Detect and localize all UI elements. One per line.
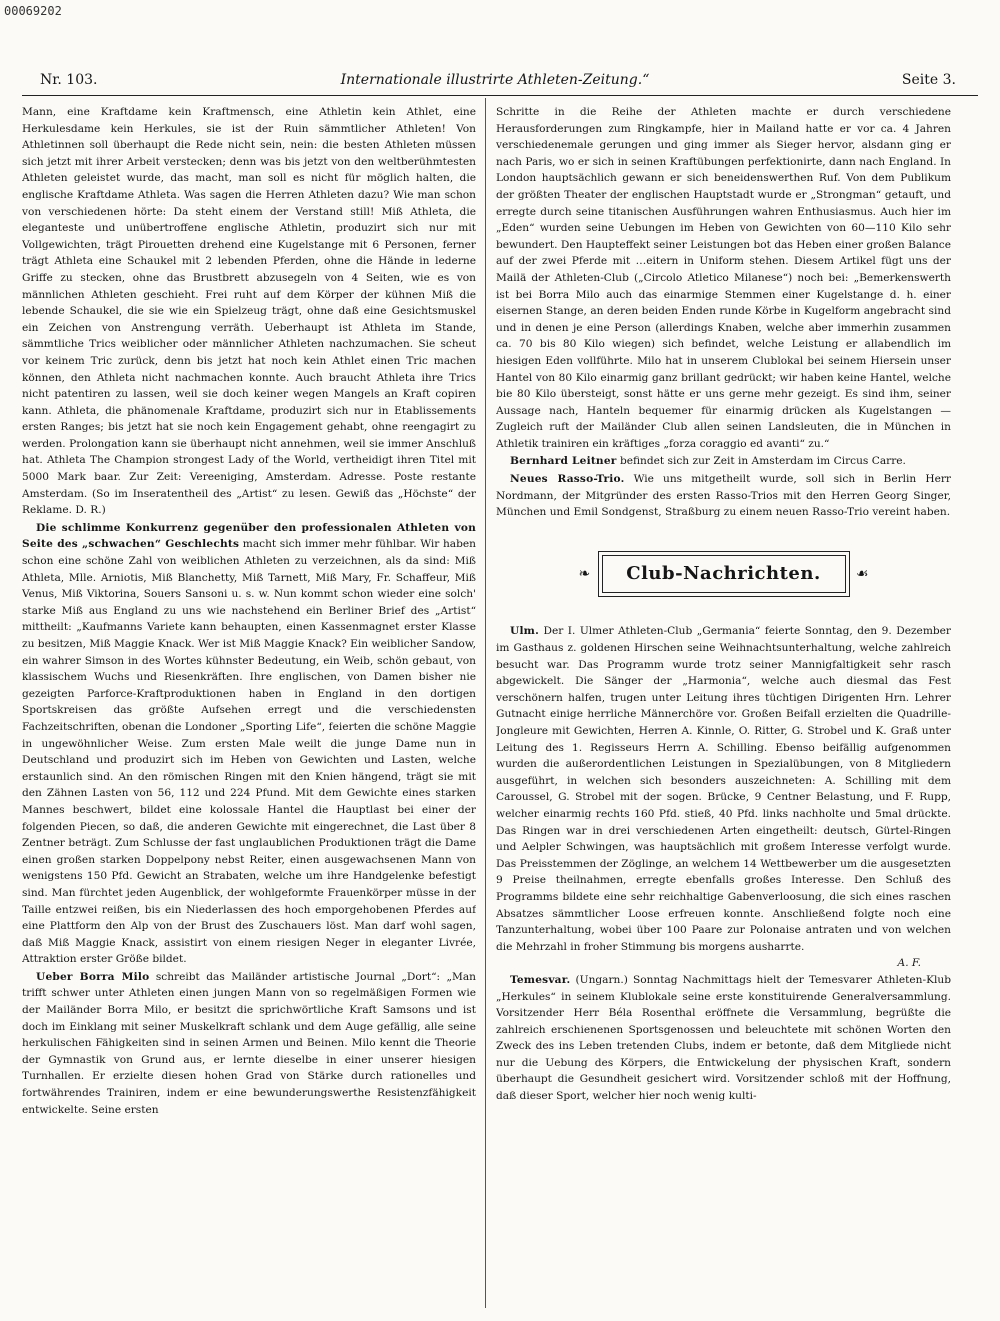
article-konkurrenz <box>22 520 476 968</box>
article-rasso-trio-heading: Neues Rasso-Trio. <box>510 473 625 486</box>
right-column <box>496 104 951 1304</box>
club-news-ulm-signature: A. F. <box>897 957 921 970</box>
header-rule <box>22 95 978 96</box>
ornament-icon: ☙ <box>855 566 869 583</box>
page-header <box>26 72 964 94</box>
newspaper-title: Internationale illustrirte Athleten-Zeitung.“ <box>340 72 650 88</box>
article-konkurrenz-heading: Die schlimme Konkurrenz gegenüber den professionalen Athleten von Seite des „schwachen“ Geschlechts <box>22 521 476 551</box>
issue-number: Nr. 103. <box>40 72 98 88</box>
article-rasso-trio <box>496 471 951 521</box>
article-leitner <box>496 453 951 470</box>
club-news-ulm-body: Der I. Ulmer Athleten-Club „Germania“ feierte Sonntag, den 9. Dezember im Gasthaus z. goldenen Hirschen seine Weihnachtsunterhaltung, welche zahlreich besucht war. Das Programm wurde trotz seiner Mannigfaltigkeit sehr rasch abgewickelt. Die Sänger der „Harmonia“, welche auch diesmal das Fest verschönern halfen, trugen unter Leitung ihres tüchtigen Dirigenten Hrn. Lehrer Gutnacht einige herrliche Männerchöre vor. Großen Beifall erzielten die Quadrille-Jongleure mit Gewichten, Herren A. Kinnle, O. Ritter, G. Strobel und K. Graß unter Leitung des 1. Regisseurs Herrn A. Schilling. Ebenso beifällig aufgenommen wurden die außerordentlichen Leistungen in Spezialübungen, von 8 Mitgliedern ausgeführt, in welchen sich besonders auszeichneten: A. Schilling mit dem Caroussel, G. Strobel mit der sogen. Brücke, 9 Centner Belastung, und F. Rupp, welcher einarmig rechts 160 Pfd. stieß, 40 Pfd. links nachholte und 5mal drückte. Das Ringen war in drei verschiedenen Arten eingetheilt: deutsch, Gürtel-Ringen und Aelpler Schwingen, was hauptsächlich mit großem Interesse verfolgt wurde. Das Preisstemmen der Zöglinge, an welchem 14 Wettbewerber um die ausgesetzten 9 Preise theilnahmen, erregte ebenfalls großes Interesse. Den Schluß des Programms bildete eine sehr reichhaltige Gabenverloosung, die sich eines raschen Absatzes sämmtlicher Loose erfreuen konnte. Anschließend folgte noch eine Tanzunterhaltung, wobei über 100 Paare zur Polonaise antraten und von welchen die Mehrzahl in froher Stimmung bis morgens ausharrte. <box>496 625 951 953</box>
column-divider <box>485 98 486 1308</box>
club-news-temesvar <box>496 972 951 1105</box>
scan-id: 00069202 <box>4 4 62 18</box>
article-konkurrenz-body: macht sich immer mehr fühlbar. Wir haben schon eine schöne Zahl von weiblichen Athleten zu verzeichnen, als da sind: Miß Athleta, Mlle. Arniotis, Miß Blanchetty, Miß Tarnett, Miß Mary, Fr. Schaffeur, Miß Venus, Miß Viktorina, Souers Sansoni u. s. w. Nun kommt schon wieder eine solch' starke Miß aus England zu uns wie nachstehend ein Berliner Brief des „Artist“ mittheilt: „Kaufmanns Variete kann behaupten, einen Kassenmagnet erster Klasse zu besitzen, Miß Maggie Knack. Wer ist Miß Maggie Knack? Ein weiblicher Sandow, ein wahrer Simson in des Wortes kühnster Bedeutung, ein Weib, schön gebaut, von klassischem Wuchs und Riesenkräften. Ihre englischen, von Damen bisher nie gezeigten Parforce-Kraftproduktionen haben in England in den dortigen Sportskreisen das größte Aufsehen erregt und die verschiedensten Fachzeitschriften, obenan die Londoner „Sporting Life“, feierten die schöne Maggie in ungewöhnlicher Weise. Zum ersten Male weilt die junge Dame nun in Deutschland und produzirt sich im Heben von Gewichten und Lasten, welche erstaunlich sind. An den römischen Ringen mit den Knien hängend, trägt sie mit den Zähnen Lasten von 56, 112 und 224 Pfund. Mit dem Gewichte eines starken Mannes beschwert, bildet eine kolossale Hantel die Hauptlast bei einer der folgenden Piecen, so daß, die anderen Gewichte mit eingerechnet, die Last über 8 Zentner beträgt. Zum Schlusse der fast unglaublichen Produktionen trägt die Dame einen großen starken Doppelpony nebst Reiter, einen ausgewachsenen Mann von wenigstens 150 Pfd. Gewicht an Strabaten, welche um ihre Handgelenke befestigt sind. Man fürchtet jeden Augenblick, der wohlgeformte Frauenkörper müsse in der Taille entzwei reißen, bis ein Niederlassen des hoch emporgehobenen Pferdes auf eine Plattform den Alp von der Brust des Zuschauers löst. Man darf wohl sagen, daß Miß Maggie Knack, assistirt von einem riesigen Neger in eleganter Livrée, Attraktion erster Größe bildet. <box>22 538 476 966</box>
club-news-ulm-heading: Ulm. <box>510 625 539 638</box>
article-rasso-trio-body: Wie uns mitgetheilt wurde, soll sich in Berlin Herr Nordmann, der Mitgründer des ersten Rasso-Trios mit den Herren Georg Singer, München und Emil Sondgenst, Straßburg zu einem neuen Rasso-Trio vereint haben. <box>496 473 951 519</box>
article-leitner-heading: Bernhard Leitner <box>510 455 617 468</box>
club-news-temesvar-body: (Ungarn.) Sonntag Nachmittags hielt der Temesvarer Athleten-Klub „Herkules“ in seinem Klublokale seine erste konstituirende Generalversammlung. Vorsitzender Herr Béla Rosenthal eröffnete die Versammlung, begrüßte die zahlreich erschienenen Sportsgenossen und beleuchtete mit schönen Worten den Zweck des ins Leben tretenden Clubs, indem er betonte, daß dem Mitgliede nicht nur die Uebung des Körpers, die Entwickelung der physischen Kraft, sondern überhaupt die Gesundheit gesichert wird. Vorsitzender schloß mit der Hoffnung, daß dieser Sport, welcher hier noch wenig kulti- <box>496 973 951 1103</box>
left-column <box>22 104 476 1304</box>
article-borra-milo-heading: Ueber Borra Milo <box>36 970 150 983</box>
ornament-icon: ❧ <box>578 566 591 583</box>
section-banner-title: Club-Nachrichten. <box>602 555 846 594</box>
article-borra-milo-body: schreibt das Mailänder artistische Journal „Dort“: „Man trifft schwer unter Athleten einen jungen Mann von so regelmäßigen Formen wie der Mailänder Borra Milo, er besitzt die sprichwörtliche Kraft Samsons und ist doch im Einklang mit seiner Muskelkraft schlank und dem Auge gefällig, alle seine herkulischen Fähigkeiten sind in seinen Armen und Beinen. Milo kennt die Theorie der Gymnastik von Grund aus, er lernte dieselbe in einer unserer hiesigen Turnhallen. Er erzielte diesen hohen Grad von Stärke durch rationelles und fortwährendes Trainiren, indem er eine bewunderungswerthe Resistenzfähigkeit entwickelte. Seine ersten <box>22 970 476 1116</box>
article-athleta: Mann, eine Kraftdame kein Kraftmensch, eine Athletin kein Athlet, eine Herkulesdame kein Herkules, sie ist der Ruin sämmtlicher Athleten! Von Athletinnen soll überhaupt die Rede nicht sein, nein: die besten Athleten müssen sich jetzt mit ihrer Arbeit verstecken; denn was bis jetzt von den weltberühmtesten Athleten geleistet wurde, das macht, man soll es nicht für möglich halten, die englische Kraftdame Athleta. Was sagen die Herren Athleten dazu? Wie man schon von verschiedenen hörte: Da steht einem der Verstand still! Miß Athleta, die eleganteste und unübertroffene englische Athletin, produzirt sich nur mit Vollgewichten, trägt Pirouetten drehend eine Kugelstange mit 6 Personen, ferner trägt Athleta eine Schaukel mit 2 lebenden Pferden, ohne die Hände in lederne Griffe zu stecken, ohne das Brustbrett abzusegeln von 4 Seiten, wie es von männlichen Athleten geschieht. Frei ruht auf dem Körper der kühnen Miß die lebende Schaukel, die sie wie ein Spielzeug trägt, ohne daß eine Gesichtsmuskel ein Zeichen von Anstrengung verräth. Ueberhaupt ist Athleta im Stande, sämmtliche Trics weiblicher oder männlicher Athleten nachzumachen. Sie scheut vor keinem Tric zurück, denn bis jetzt hat noch kein Athlet einen Tric machen können, den Athleta nicht nachmachen konnte. Auch braucht Athleta ihre Trics nicht patentiren zu lassen, weil sie doch keiner wegen Mangels an Kraft copiren kann. Athleta, die phänomenale Kraftdame, produzirt sich nur in Etablissements ersten Ranges; bis jetzt hat sie noch kein Engagement gehabt, ohne reengagirt zu werden. Prolongation kann sie überhaupt nicht annehmen, weil sie immer Anschluß hat. Athleta The Champion strongest Lady of the World, vertheidigt ihren Titel mit 5000 Mark baar. Zur Zeit: Vereeniging, Amsterdam. Adresse. Poste restante Amsterdam. (So im Inseratentheil des „Artist“ zu lesen. Gewiß das „Höchste“ der Reklame. D. R.) <box>22 106 476 517</box>
club-news-ulm <box>496 623 951 955</box>
article-borra-milo-continued: Schritte in die Reihe der Athleten machte er durch verschiedene Herausforderungen zum Ringkampfe, hier in Mailand hatte er vor ca. 4 Jahren verschiedenemale gerungen und ging immer als Sieger hervor, alsdann ging er nach Paris, wo er sich in seinen Kraftübungen perfektionirte, dann nach England. In London hauptsächlich gewann er sich beneidenswerthen Ruf. Von dem Publikum der größten Theater der englischen Hauptstadt wurde er „Strongman“ getauft, und erregte durch seine titanischen Ausführungen wahren Enthusiasmus. Auch hier im „Eden“ wurden seine Uebungen im Heben von Gewichten von 60—110 Kilo sehr bewundert. Den Haupteffekt seiner Leistungen bot das Heben einer großen Balance auf der zwei Pferde mit …eitern in Uniform stehen. Diesem Artikel fügt uns der Mailä der Athleten-Club („Circolo Atletico Milanese“) noch bei: „Bemerkenswerth ist bei Borra Milo auch das einarmige Stemmen einer Kugelstange d. h. einer eisernen Stange, an deren beiden Enden runde Körbe in Kugelform angebracht sind und in denen je eine Person (allerdings Knaben, welche aber immerhin zusammen ca. 70 bis 80 Kilo wiegen) sich befindet, welche Leistung er allabendlich im hiesigen Eden vollführte. Milo hat in unserem Clublokal bei seinem Hiersein unser Hantel von 80 Kilo einarmig ganz brillant gedrückt; wir haben keine Hantel, welche bie 80 Kilo übersteigt, sonst hätte er uns gerne mehr gezeigt. Es sind ihm, seiner Aussage nach, Hanteln bequemer für einarmig drücken als Kugelstangen — Zugleich ruft der Mailänder Club allen seinen Landsleuten, die in München in Athletik trainiren ein kräftiges „forza coraggio ed avanti“ zu.“ <box>496 106 951 450</box>
page-number: Seite 3. <box>901 72 956 88</box>
article-borra-milo <box>22 969 476 1118</box>
club-news-temesvar-heading: Temesvar. <box>510 973 571 986</box>
article-leitner-body: befindet sich zur Zeit in Amsterdam im Circus Carre. <box>619 455 906 468</box>
section-banner <box>578 551 869 598</box>
